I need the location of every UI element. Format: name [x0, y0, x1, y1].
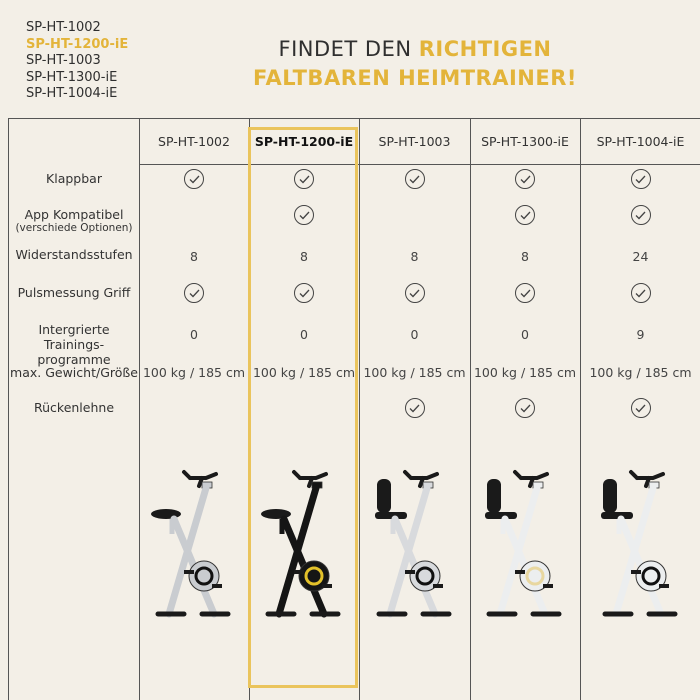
table-cell-klappbar — [139, 168, 249, 190]
check-circle-icon — [515, 398, 535, 418]
column-header: SP-HT-1300-iE — [481, 134, 569, 149]
table-cell-widerstand: 24 — [632, 248, 649, 264]
table-cell-programme: 0 — [410, 326, 419, 342]
row-label-app-sub: (verschiede Optionen) — [15, 222, 133, 234]
headline-highlight: RICHTIGEN — [418, 37, 552, 61]
table-cell-gewicht: 100 kg / 185 cm — [363, 364, 466, 380]
row-label-klappbar: Klappbar — [46, 171, 102, 186]
row-label-app — [9, 207, 139, 234]
check-circle-icon — [631, 169, 651, 189]
model-list — [26, 20, 128, 103]
table-cell-lehne — [470, 397, 580, 419]
check-circle-icon — [631, 283, 651, 303]
check-circle-icon — [184, 283, 204, 303]
table-cell-app — [249, 204, 359, 226]
row-label-app-main: App Kompatibel — [24, 207, 124, 222]
table-cell-gewicht: 100 kg / 185 cm — [473, 364, 577, 380]
model-list-item[interactable]: SP-HT-1003 — [26, 53, 101, 68]
check-circle-icon — [294, 283, 314, 303]
model-list-item[interactable]: SP-HT-1300-iE — [26, 69, 118, 85]
headline-plain: FINDET DEN — [278, 37, 419, 61]
model-list-item[interactable]: SP-HT-1004-iE — [26, 86, 118, 101]
exercise-bike-image — [144, 464, 244, 628]
table-cell-klappbar — [580, 168, 700, 190]
check-circle-icon — [184, 169, 204, 189]
row-label-programme-line1: Intergrierte Trainings- — [38, 322, 110, 352]
table-cell-programme: 9 — [636, 326, 645, 342]
row-label-gewicht: max. Gewicht/Größe — [10, 365, 138, 380]
table-cell-puls — [580, 282, 700, 304]
check-circle-icon — [405, 169, 425, 189]
column-header: SP-HT-1002 — [158, 134, 230, 149]
model-list-item-active[interactable]: SP-HT-1200-iE — [26, 36, 129, 52]
check-circle-icon — [515, 169, 535, 189]
check-circle-icon — [405, 283, 425, 303]
check-circle-icon — [294, 169, 314, 189]
table-cell-programme: 0 — [300, 326, 308, 342]
table-cell-app — [580, 204, 700, 226]
headline-highlight-line2: FALTBAREN HEIMTRAINER! — [253, 66, 577, 90]
exercise-bike-image — [591, 464, 691, 628]
table-cell-widerstand: 8 — [521, 248, 529, 264]
column-header: SP-HT-1004-iE — [596, 134, 685, 149]
table-cell-programme: 0 — [190, 326, 198, 342]
row-label-lehne: Rückenlehne — [33, 400, 115, 415]
table-cell-klappbar — [470, 168, 580, 190]
check-circle-icon — [631, 398, 651, 418]
table-cell-gewicht: 100 kg / 185 cm — [589, 364, 692, 380]
table-cell-puls — [470, 282, 580, 304]
table-cell-klappbar — [359, 168, 470, 190]
exercise-bike-image — [365, 464, 465, 628]
check-circle-icon — [515, 283, 535, 303]
table-cell-gewicht: 100 kg / 185 cm — [142, 364, 246, 380]
comparison-table — [8, 118, 700, 700]
table-cell-puls — [359, 282, 470, 304]
row-label-widerstand: Widerstandsstufen — [15, 247, 133, 262]
table-cell-widerstand: 8 — [300, 248, 308, 264]
table-cell-widerstand: 8 — [410, 248, 419, 264]
table-cell-app — [470, 204, 580, 226]
column-header-active: SP-HT-1200-iE — [254, 134, 354, 149]
exercise-bike-image — [254, 464, 354, 628]
table-divider — [139, 119, 140, 700]
check-circle-icon — [515, 205, 535, 225]
row-label-programme-line2: programme — [37, 352, 111, 367]
column-header: SP-HT-1003 — [378, 134, 451, 149]
table-cell-puls — [139, 282, 249, 304]
check-circle-icon — [294, 205, 314, 225]
model-list-item[interactable]: SP-HT-1002 — [26, 20, 101, 35]
table-cell-programme: 0 — [521, 326, 529, 342]
table-cell-puls — [249, 282, 359, 304]
table-cell-lehne — [359, 397, 470, 419]
check-circle-icon — [631, 205, 651, 225]
row-label-programme — [9, 322, 139, 367]
table-cell-widerstand: 8 — [190, 248, 198, 264]
table-cell-gewicht: 100 kg / 185 cm — [252, 364, 356, 380]
check-circle-icon — [405, 398, 425, 418]
exercise-bike-image — [475, 464, 575, 628]
table-cell-lehne — [580, 397, 700, 419]
table-header-divider — [139, 164, 700, 165]
table-cell-klappbar — [249, 168, 359, 190]
headline — [230, 35, 600, 93]
row-label-puls: Pulsmessung Griff — [17, 285, 131, 300]
